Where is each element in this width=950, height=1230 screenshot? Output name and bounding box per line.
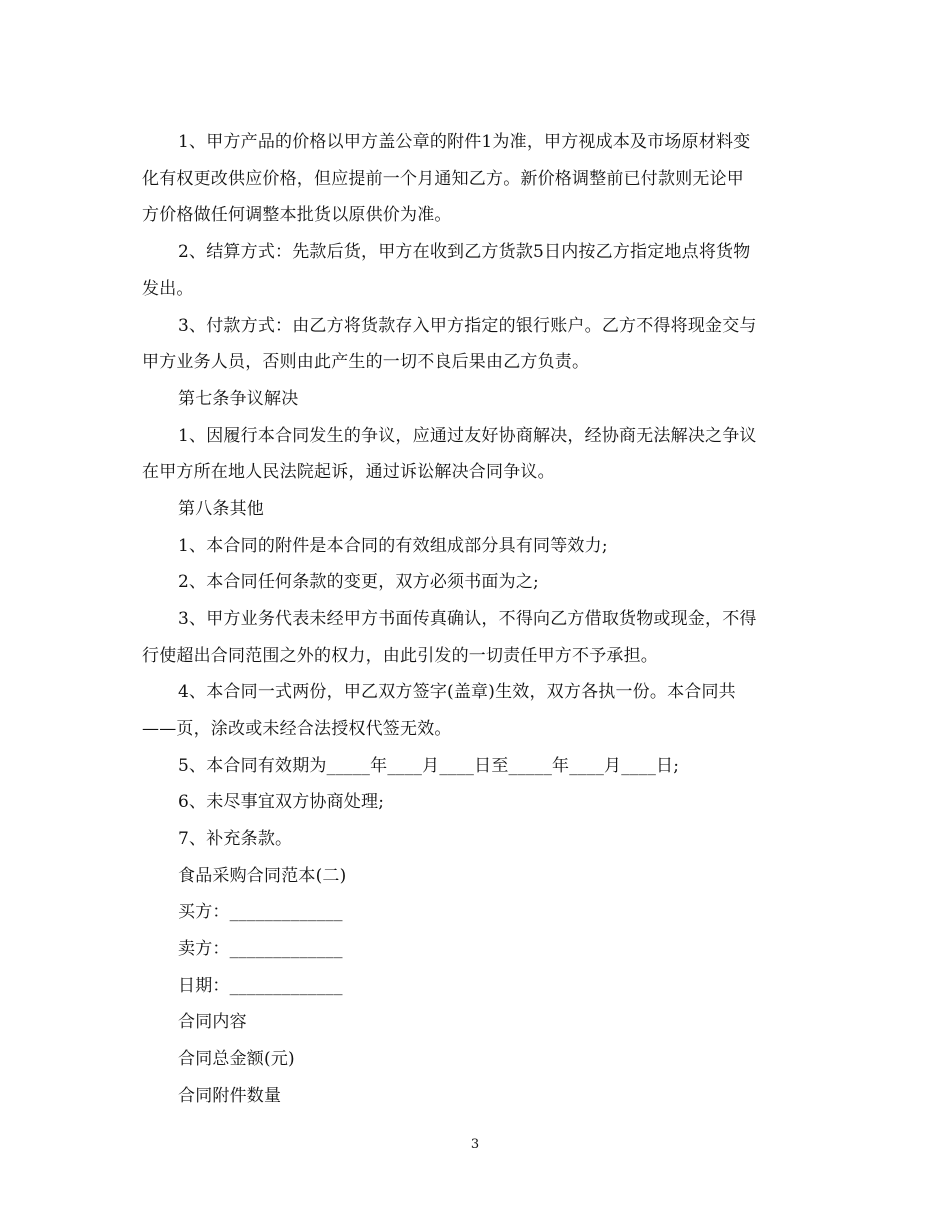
paragraph-line: 3、付款方式：由乙方将货款存入甲方指定的银行账户。乙方不得将现金交与 [178, 316, 757, 336]
paragraph-line: 1、因履行本合同发生的争议，应通过友好协商解决，经协商无法解决之争议 [178, 426, 757, 446]
paragraph-line: 甲方业务人员，否则由此产生的一切不良后果由乙方负责。 [142, 352, 590, 372]
paragraph-line: 1、本合同的附件是本合同的有效组成部分具有同等效力; [178, 536, 608, 556]
paragraph-line: 5、本合同有效期为_____年____月____日至_____年____月____日; [178, 756, 680, 776]
paragraph-line: 7、补充条款。 [178, 829, 293, 849]
contract-content-label: 合同内容 [178, 1012, 247, 1032]
paragraph-line: 3、甲方业务代表未经甲方书面传真确认，不得向乙方借取货物或现金，不得 [178, 609, 757, 629]
paragraph-line: 4、本合同一式两份，甲乙双方签字(盖章)生效，双方各执一份。本合同共 [178, 682, 736, 702]
buyer-field: 买方：_____________ [178, 902, 343, 922]
section-heading: 第八条其他 [178, 499, 264, 519]
contract-attachment-count-label: 合同附件数量 [178, 1086, 282, 1106]
paragraph-line: 6、未尽事宜双方协商处理; [178, 792, 385, 812]
date-field: 日期：_____________ [178, 976, 343, 996]
contract-total-amount-label: 合同总金额(元) [178, 1049, 295, 1069]
paragraph-line: 行使超出合同范围之外的权力，由此引发的一切责任甲方不予承担。 [142, 646, 658, 666]
paragraph-line: 1、甲方产品的价格以甲方盖公章的附件1为准，甲方视成本及市场原材料变 [178, 132, 751, 152]
page-number: 3 [470, 1137, 480, 1152]
paragraph-line: 2、本合同任何条款的变更，双方必须书面为之; [178, 572, 539, 592]
paragraph-line: 方价格做任何调整本批货以原供价为准。 [142, 205, 452, 225]
section-heading: 第七条争议解决 [178, 389, 299, 409]
paragraph-line: 发出。 [142, 279, 194, 299]
paragraph-line: 在甲方所在地人民法院起诉，通过诉讼解决合同争议。 [142, 462, 555, 482]
paragraph-line: 化有权更改供应价格，但应提前一个月通知乙方。新价格调整前已付款则无论甲 [142, 169, 744, 189]
paragraph-line: ——页，涂改或未经合法授权代签无效。 [142, 719, 452, 739]
seller-field: 卖方：_____________ [178, 939, 343, 959]
paragraph-line: 2、结算方式：先款后货，甲方在收到乙方货款5日内按乙方指定地点将货物 [178, 242, 751, 262]
contract-title: 食品采购合同范本(二) [178, 866, 347, 886]
